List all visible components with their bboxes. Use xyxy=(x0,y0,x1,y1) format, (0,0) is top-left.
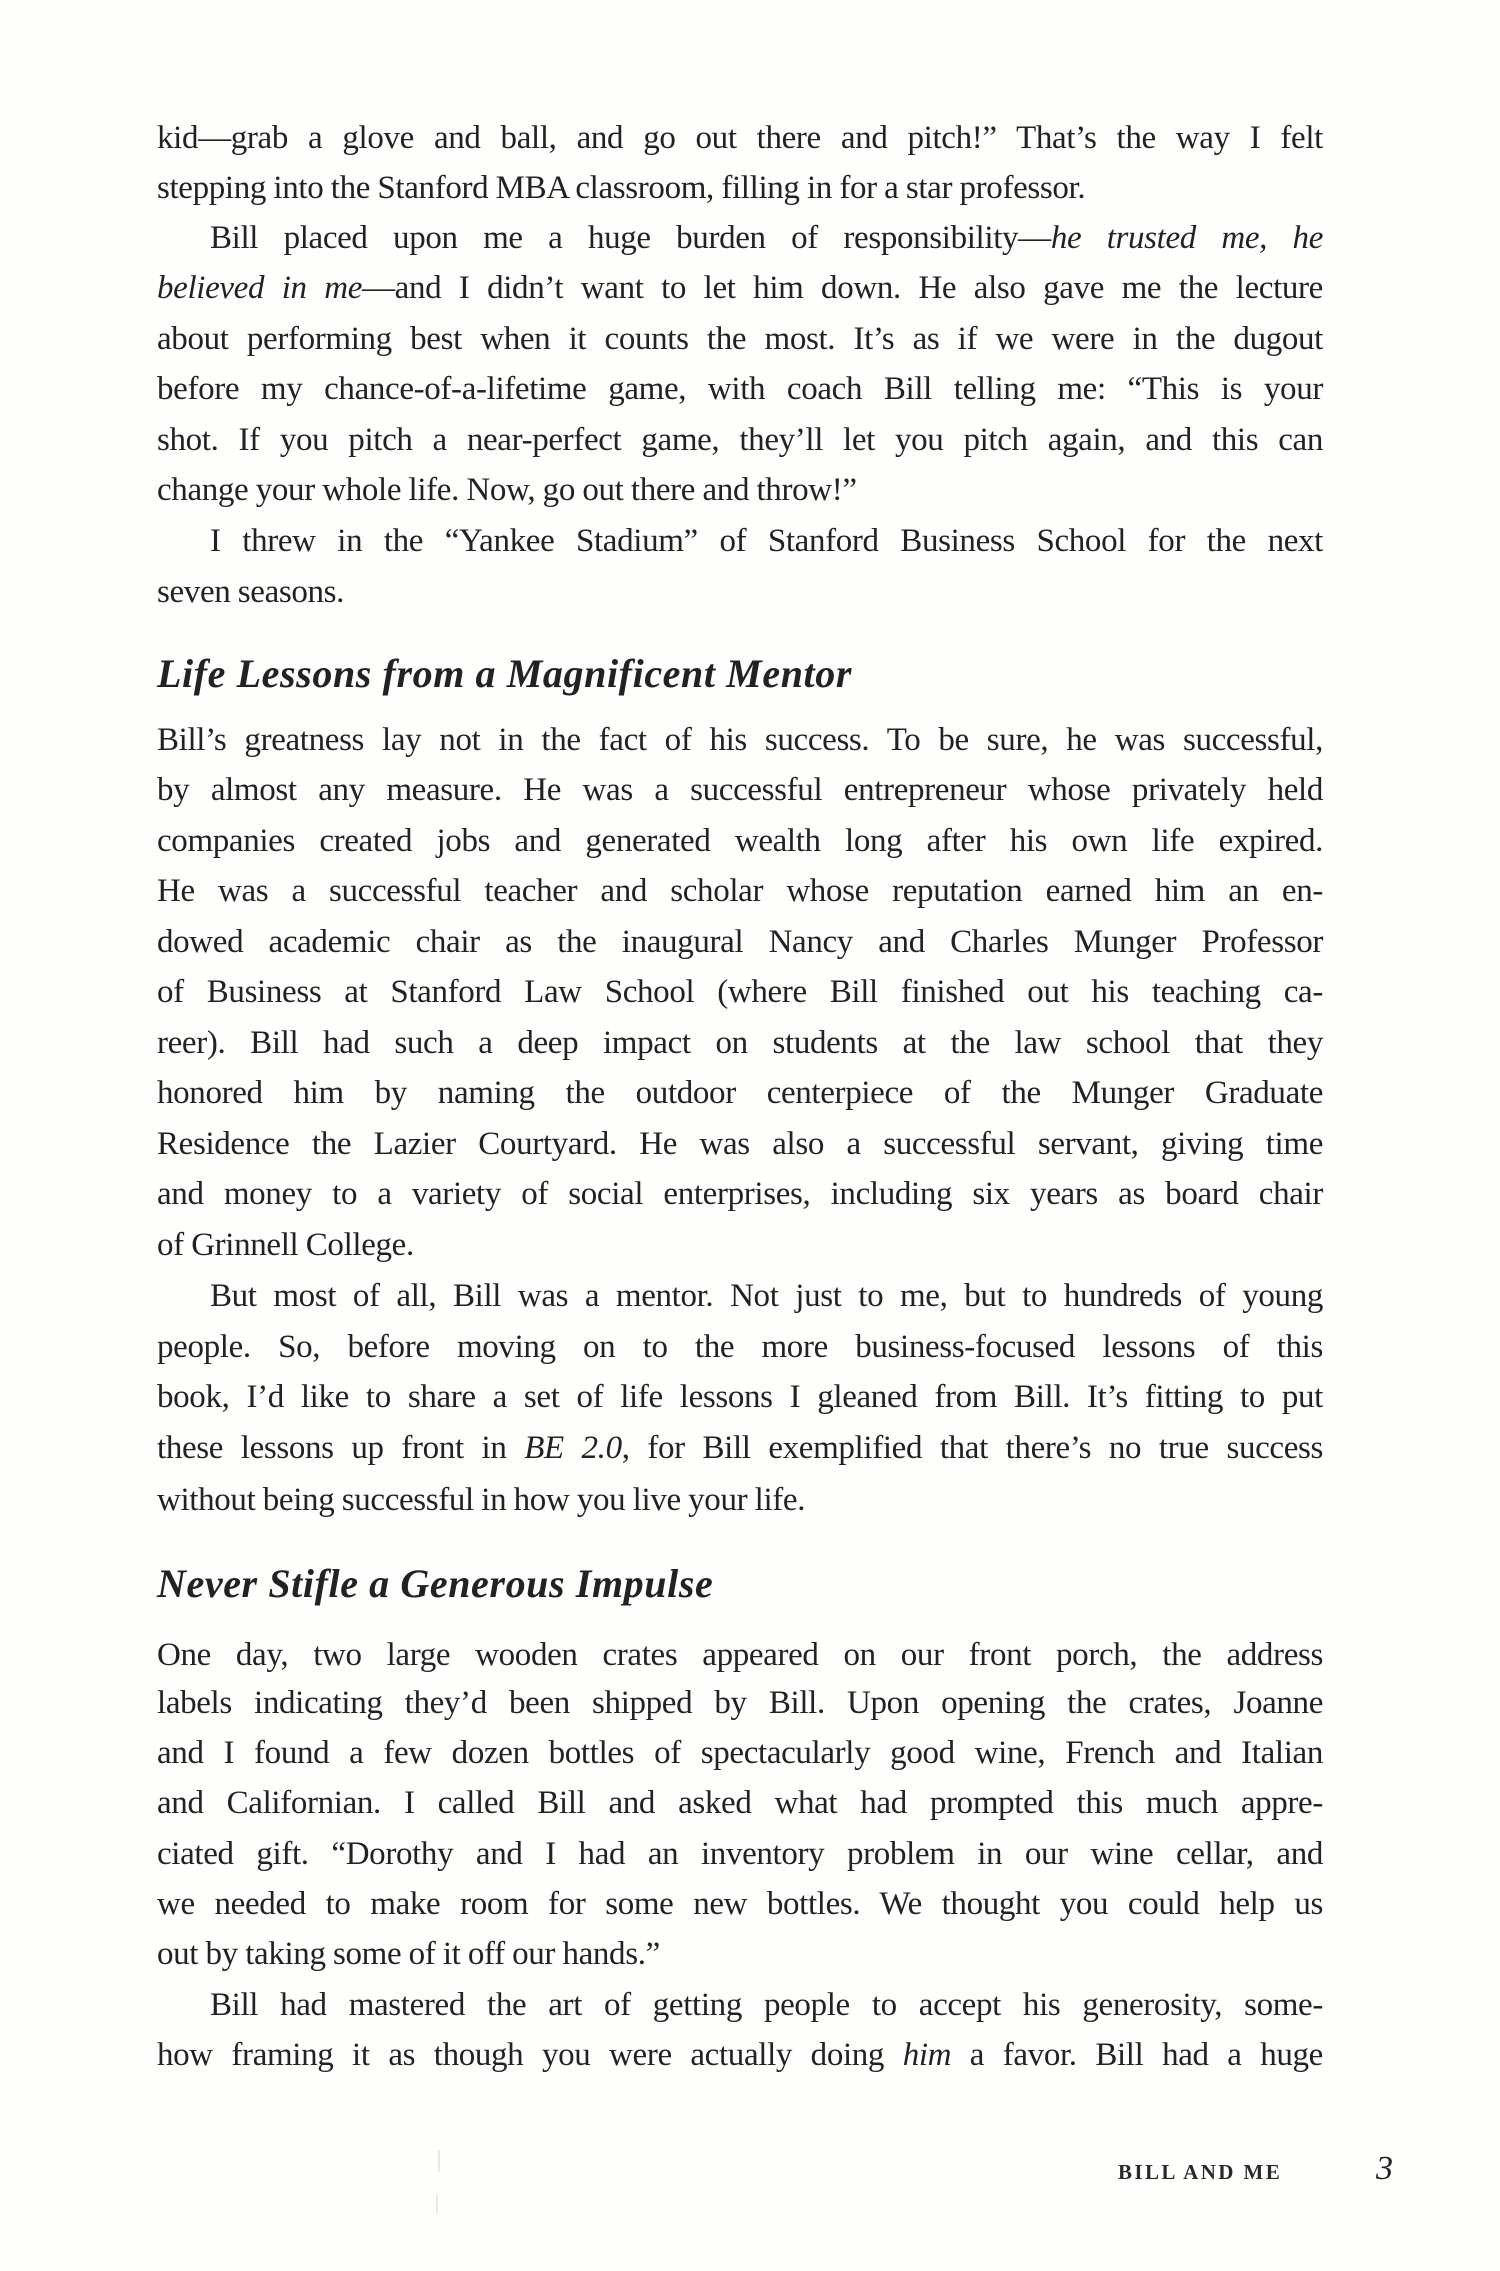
body-line xyxy=(157,2030,1323,2080)
body-line: and Californian. I called Bill and asked what had prompted this much appre- xyxy=(157,1785,1323,1821)
body-line: about performing best when it counts the most. It’s as if we were in the dugout xyxy=(157,321,1323,357)
body-line: of Grinnell College. xyxy=(157,1227,414,1263)
text-run: these lessons up front in xyxy=(157,1430,525,1466)
body-line: labels indicating they’d been shipped by Bill. Upon opening the crates, Joanne xyxy=(157,1685,1323,1721)
body-line: One day, two large wooden crates appeared on our front porch, the address xyxy=(157,1637,1323,1673)
italic-emphasis: him xyxy=(902,2037,952,2073)
body-line: without being successful in how you live your life. xyxy=(157,1482,806,1518)
body-line: Bill had mastered the art of getting people to accept his generosity, some- xyxy=(210,1987,1323,2023)
body-line: kid—grab a glove and ball, and go out there and pitch!” That’s the way I felt xyxy=(157,120,1323,156)
section-heading: Life Lessons from a Magnificent Mentor xyxy=(157,651,853,696)
body-line: and I found a few dozen bottles of spectacularly good wine, French and Italian xyxy=(157,1735,1323,1771)
body-line: and money to a variety of social enterprises, including six years as board chair xyxy=(157,1176,1323,1212)
text-run: —and I didn’t want to let him down. He also gave me the lecture xyxy=(362,270,1323,306)
body-line: companies created jobs and generated wealth long after his own life expired. xyxy=(157,823,1323,859)
body-line: book, I’d like to share a set of life lessons I gleaned from Bill. It’s fitting to put xyxy=(157,1379,1323,1415)
body-line xyxy=(157,1423,1323,1473)
body-line: I threw in the “Yankee Stadium” of Stanford Business School for the next xyxy=(210,523,1323,559)
body-line: seven seasons. xyxy=(157,574,345,610)
body-line: honored him by naming the outdoor centerpiece of the Munger Graduate xyxy=(157,1075,1323,1111)
body-line: change your whole life. Now, go out there and throw!” xyxy=(157,472,857,508)
scan-artifact xyxy=(436,2195,438,2213)
body-line: Residence the Lazier Courtyard. He was also a successful servant, giving time xyxy=(157,1126,1323,1162)
body-line: out by taking some of it off our hands.” xyxy=(157,1936,660,1972)
scan-artifact xyxy=(438,2150,440,2172)
body-line: people. So, before moving on to the more business-focused lessons of this xyxy=(157,1329,1323,1365)
body-line: of Business at Stanford Law School (where Bill finished out his teaching ca- xyxy=(157,974,1323,1010)
body-line xyxy=(210,213,1323,263)
body-line: He was a successful teacher and scholar whose reputation earned him an en- xyxy=(157,873,1323,909)
body-line: reer). Bill had such a deep impact on students at the law school that they xyxy=(157,1025,1323,1061)
book-title-italic: BE 2.0 xyxy=(524,1430,622,1466)
italic-emphasis: he trusted me, he xyxy=(1050,220,1323,256)
body-line xyxy=(157,263,1323,313)
body-line: shot. If you pitch a near-perfect game, they’ll let you pitch again, and this can xyxy=(157,422,1323,458)
text-run: , for Bill exemplified that there’s no true success xyxy=(621,1430,1324,1466)
section-heading: Never Stifle a Generous Impulse xyxy=(157,1561,714,1606)
body-line: ciated gift. “Dorothy and I had an inventory problem in our wine cellar, and xyxy=(157,1836,1323,1872)
body-line: Bill’s greatness lay not in the fact of his success. To be sure, he was successful, xyxy=(157,722,1323,758)
body-line: stepping into the Stanford MBA classroom, filling in for a star professor. xyxy=(157,170,1086,206)
text-run: Bill placed upon me a huge burden of responsibility— xyxy=(210,220,1051,256)
body-line: by almost any measure. He was a successful entrepreneur whose privately held xyxy=(157,772,1323,808)
page-number: 3 xyxy=(1376,2150,1393,2187)
body-line: dowed academic chair as the inaugural Nancy and Charles Munger Professor xyxy=(157,924,1323,960)
text-run: a favor. Bill had a huge xyxy=(951,2037,1323,2073)
body-line: we needed to make room for some new bottles. We thought you could help us xyxy=(157,1886,1323,1922)
body-line: But most of all, Bill was a mentor. Not just to me, but to hundreds of young xyxy=(210,1278,1323,1314)
text-run: how framing it as though you were actually doing xyxy=(157,2037,903,2073)
running-footer: BILL AND ME xyxy=(1118,2160,1283,2184)
body-line: before my chance-of-a-lifetime game, with coach Bill telling me: “This is your xyxy=(157,371,1323,407)
italic-emphasis: believed in me xyxy=(157,270,363,306)
